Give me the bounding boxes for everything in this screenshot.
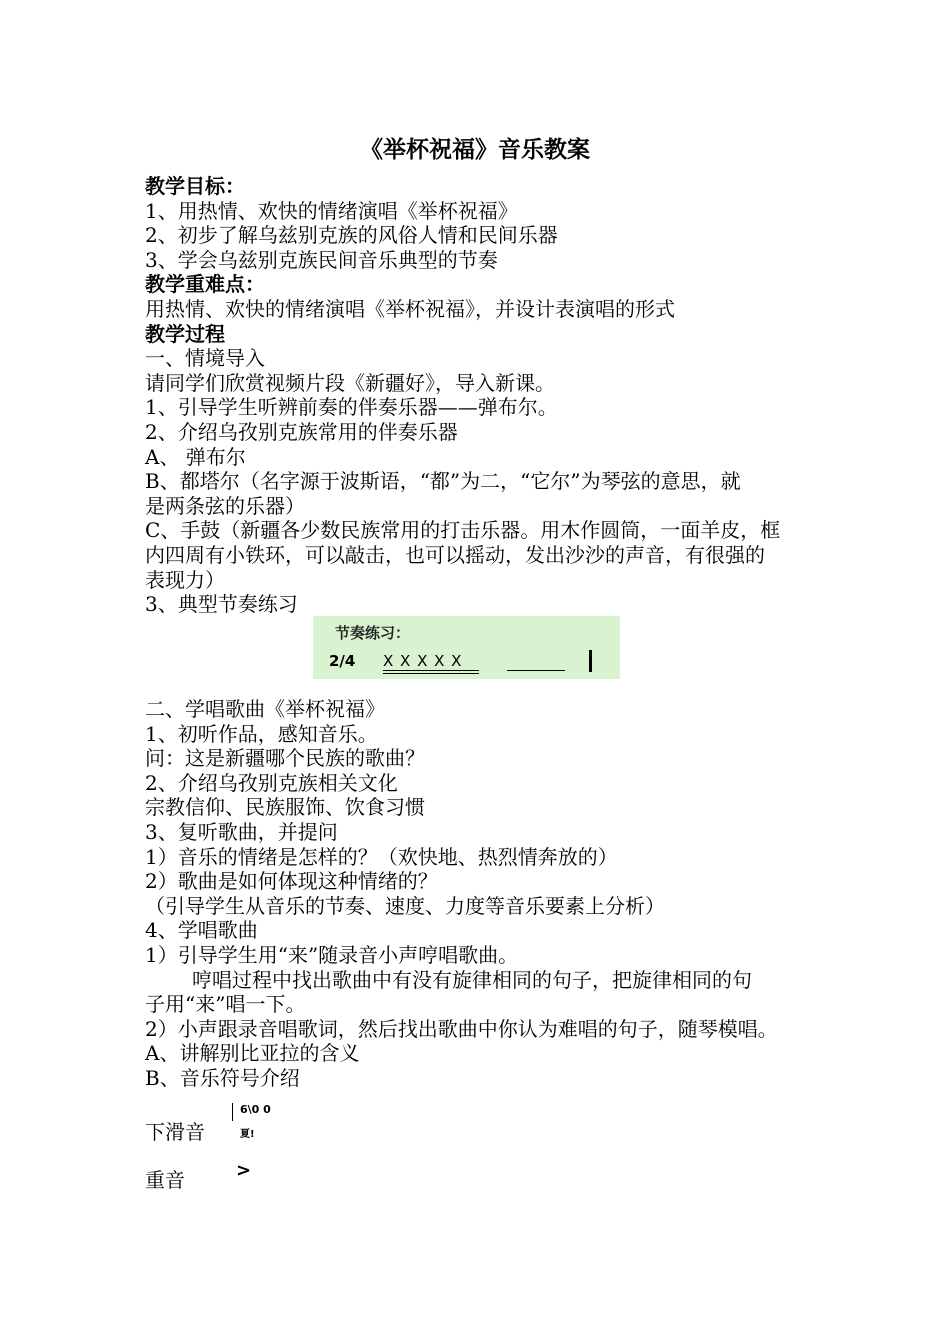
text-line: 1、用热情、欢快的情绪演唱《举杯祝福》 [145,198,518,223]
text-line: 1、初听作品，感知音乐。 [145,721,378,746]
text-line: 3、典型节奏练习 [145,592,298,617]
text-line: 内四周有小铁环，可以敲击，也可以摇动，发出沙沙的声音，有很强的 [145,542,765,567]
text-line: A、讲解别比亚拉的含义 [145,1041,360,1066]
rhythm-underline [383,670,479,671]
text-line: 3、学会乌兹别克族民间音乐典型的节奏 [145,247,498,272]
document-title: 《举杯祝福》音乐教案 [360,136,590,163]
text-line: C、手鼓（新疆各少数民族常用的打击乐器。用木作圆筒，一面羊皮，框 [145,518,781,543]
text-line: 哼唱过程中找出歌曲中有没有旋律相同的句子，把旋律相同的句 [192,967,752,992]
section-heading: 教学目标： [145,174,245,198]
rhythm-notes: X X X X X [383,652,463,670]
rhythm-exercise-image [313,616,620,679]
text-line: 子用“来”唱一下。 [145,992,306,1017]
text-line: A、 弹布尔 [145,444,246,469]
glide-notation-image [232,1101,302,1143]
text-line: 1）引导学生用“来”随录音小声哼唱歌曲。 [145,942,519,967]
text-line: 2）歌曲是如何体现这种情绪的？ [145,869,438,894]
text-line: 请同学们欣赏视频片段《新疆好》，导入新课。 [145,370,555,395]
text-line: 用热情、欢快的情绪演唱《举杯祝福》，并设计表演唱的形式 [145,296,675,321]
text-line: 1、引导学生听辨前奏的伴奏乐器——弹布尔。 [145,395,558,420]
text-line: B、音乐符号介绍 [145,1065,300,1090]
text-line: 是两条弦的乐器） [145,493,305,518]
text-line: 宗教信仰、民族服饰、饮食习惯 [145,795,425,820]
text-line: 2、介绍乌孜别克族常用的伴奏乐器 [145,419,458,444]
section-bottom [145,697,815,1091]
accent-mark-image: > [236,1160,252,1181]
text-line: 2、初步了解乌兹别克族的风俗人情和民间乐器 [145,223,558,248]
rhythm-barline [589,650,592,672]
text-line: 1）音乐的情绪是怎样的？（欢快地、热烈情奔放的） [145,844,618,869]
text-line: （引导学生从音乐的节奏、速度、力度等音乐要素上分析） [145,893,665,918]
text-line: 3、复听歌曲，并提问 [145,819,338,844]
rhythm-underline [507,670,565,671]
text-line: 表现力） [145,567,225,592]
glide-notes: 6\0 0 [240,1103,271,1116]
text-line: 2）小声跟录音唱歌词，然后找出歌曲中你认为难唱的句子，随琴模唱。 [145,1016,778,1041]
text-line: 一、情境导入 [145,346,265,371]
glide-label: 下滑音 [145,1120,205,1144]
rhythm-meter: 2/4 [329,652,356,670]
glide-lyric: 夏! [240,1129,255,1140]
glide-barline [232,1103,233,1121]
rhythm-underline [383,673,479,674]
text-line: 4、学唱歌曲 [145,918,258,943]
accent-label: 重音 [145,1168,185,1192]
text-line: 二、学唱歌曲《举杯祝福》 [145,697,385,721]
text-line: 2、介绍乌孜别克族相关文化 [145,770,398,795]
section-top [145,174,815,617]
text-line: B、都塔尔（名字源于波斯语，“都”为二，“它尔”为琴弦的意思，就 [145,469,741,494]
rhythm-title: 节奏练习： [335,624,411,642]
section-heading: 教学重难点： [145,272,265,297]
text-line: 问：这是新疆哪个民族的歌曲？ [145,746,425,771]
section-heading: 教学过程 [145,321,225,346]
